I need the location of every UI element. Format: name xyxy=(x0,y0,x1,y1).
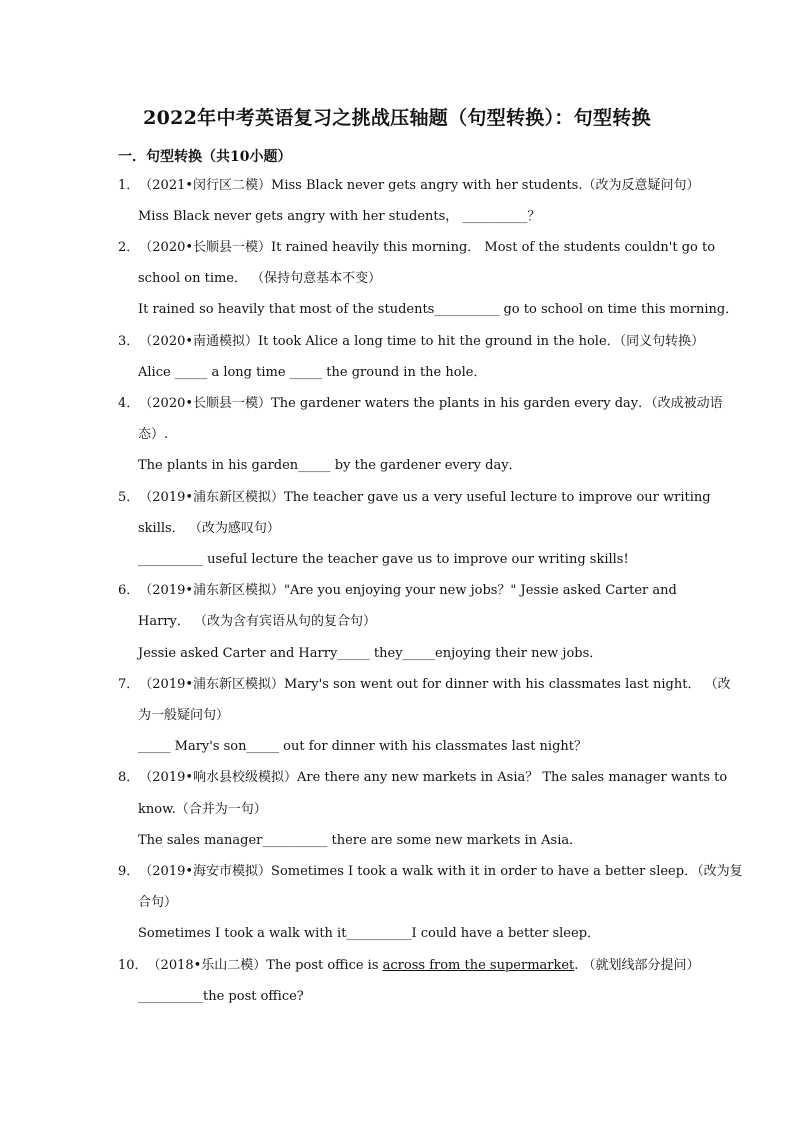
section-heading: 一．句型转换（共10小题） xyxy=(118,149,292,165)
question-text: （2021•闵行区二模）Miss Black never gets angry with her students.（改为反意疑问句） xyxy=(139,178,700,193)
question-number: 2． xyxy=(118,240,140,255)
question-text: （2020•南通模拟）It took Alice a long time to hit the ground in the hole．（同义句转换） xyxy=(139,334,705,349)
answer-line-9: Sometimes I took a walk with it__________I could have a better sleep． xyxy=(138,926,601,941)
question-number: 4． xyxy=(118,396,140,411)
question-5-cont: skills． （改为感叹句） xyxy=(138,521,280,536)
question-8-cont: know.（合并为一句） xyxy=(138,802,267,817)
question-9 xyxy=(118,863,743,881)
question-number: 7． xyxy=(118,677,140,692)
answer-line-3: Alice _____ a long time _____ the ground in the hole． xyxy=(138,365,487,380)
question-text: （2020•长顺县一模）It rained heavily this morning． Most of the students couldn't go to xyxy=(139,240,716,255)
question-2-cont: school on time． （保持句意基本不变） xyxy=(138,271,382,286)
question-text: （2019•海安市模拟）Sometimes I took a walk with it in order to have a better sleep．（改为复 xyxy=(139,864,743,879)
question-7 xyxy=(118,676,731,694)
question-4-cont: 态）. xyxy=(138,427,169,442)
question-10 xyxy=(118,957,700,975)
question-text: （2019•浦东新区模拟）Mary's son went out for dinner with his classmates last night． （改 xyxy=(139,677,731,692)
question-4 xyxy=(118,395,723,413)
underlined-phrase: across from the supermarket xyxy=(382,958,575,973)
question-7-cont: 为一般疑问句） xyxy=(138,708,230,723)
question-9-cont: 合句） xyxy=(138,895,178,910)
answer-line-4: The plants in his garden_____ by the gardener every day． xyxy=(138,458,522,473)
question-3 xyxy=(118,333,705,351)
question-number: 6． xyxy=(118,583,140,598)
question-number: 9． xyxy=(118,864,140,879)
answer-line-5: __________ useful lecture the teacher gave us to improve our writing skills! xyxy=(138,552,629,567)
question-8 xyxy=(118,769,728,787)
answer-line-6: Jessie asked Carter and Harry_____ they_____enjoying their new jobs． xyxy=(138,646,603,661)
question-text: （2019•响水县校级模拟）Are there any new markets in Asia？ The sales manager wants to xyxy=(139,770,728,785)
page-title: 2022年中考英语复习之挑战压轴题（句型转换）：句型转换 xyxy=(143,107,651,129)
question-instruction: . （就划线部分提问） xyxy=(574,958,700,973)
answer-line-2: It rained so heavily that most of the students__________ go to school on time this morning． xyxy=(138,302,739,317)
question-5 xyxy=(118,489,711,507)
answer-line-7: _____ Mary's son_____ out for dinner with his classmates last night？ xyxy=(138,739,588,754)
question-1 xyxy=(118,177,700,195)
question-text: （2020•长顺县一模）The gardener waters the plants in his garden every day．（改成被动语 xyxy=(139,396,723,411)
question-number: 1． xyxy=(118,178,140,193)
question-2 xyxy=(118,239,716,257)
answer-line-10: __________the post office? xyxy=(138,989,304,1004)
question-text: （2019•浦东新区模拟）The teacher gave us a very useful lecture to improve our writing xyxy=(139,490,711,505)
answer-line-1: Miss Black never gets angry with her students， __________？ xyxy=(138,209,541,224)
question-6 xyxy=(118,582,677,600)
answer-line-8: The sales manager__________ there are some new markets in Asia． xyxy=(138,833,583,848)
question-number: 3． xyxy=(118,334,140,349)
question-number: 8． xyxy=(118,770,140,785)
question-number: 10． xyxy=(118,958,148,973)
question-6-cont: Harry． （改为含有宾语从句的复合句） xyxy=(138,614,376,629)
question-text: （2018•乐山二模）The post office is xyxy=(147,958,383,973)
question-number: 5． xyxy=(118,490,140,505)
question-text: （2019•浦东新区模拟）"Are you enjoying your new jobs？" Jessie asked Carter and xyxy=(139,583,677,598)
